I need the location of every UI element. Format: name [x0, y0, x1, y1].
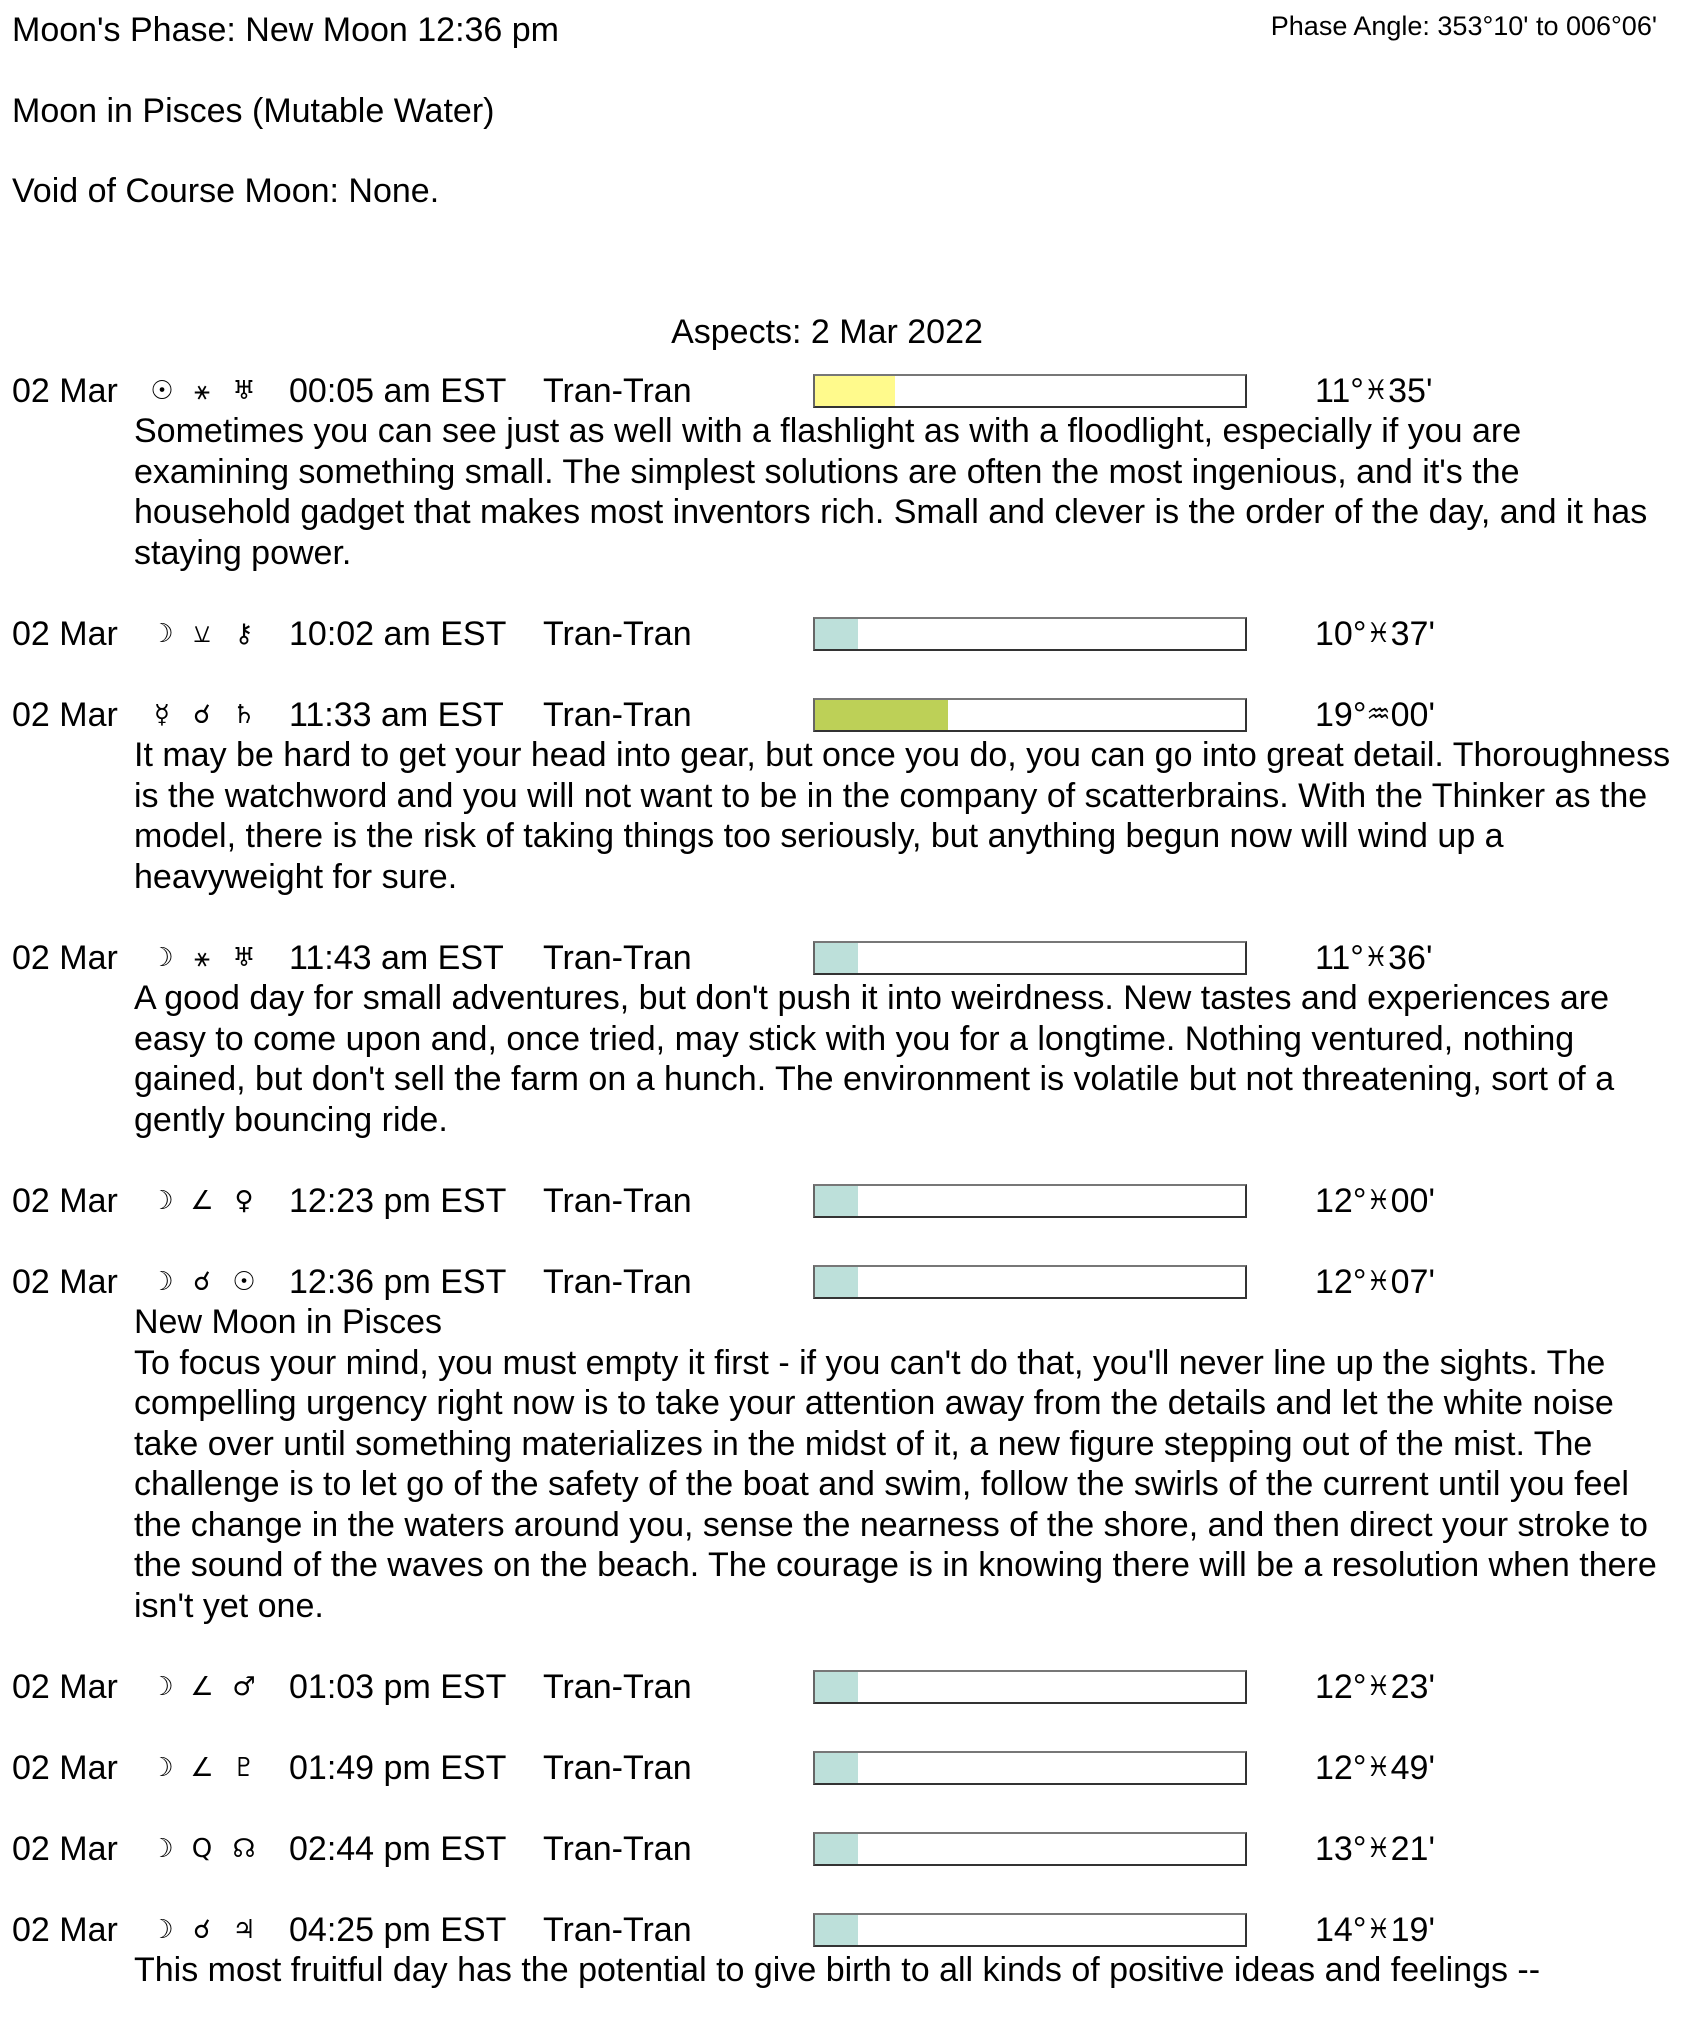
aspect-date: 02 Mar: [12, 1911, 118, 1949]
aspect-position: [1315, 1181, 1565, 1221]
strength-bar-fill: [815, 700, 948, 730]
aspect-glyphs: [144, 1181, 280, 1221]
aspect-time: 11:33 am EST: [289, 696, 504, 734]
aspect-entry: [0, 1829, 1694, 1869]
position-minutes: 36': [1388, 939, 1433, 977]
position-degrees: 11°: [1315, 372, 1364, 410]
moon-icon: ☽: [150, 1186, 174, 1216]
position-minutes: 19': [1390, 1911, 1435, 1949]
aspect-kind: Tran-Tran: [543, 1263, 692, 1301]
strength-bar-fill: [815, 1915, 858, 1945]
mars-icon: ♂: [232, 1672, 256, 1702]
aspect-time: 00:05 am EST: [289, 372, 507, 410]
aspect-date: 02 Mar: [12, 939, 118, 977]
moon-icon: ☽: [150, 1753, 174, 1783]
aspect-kind: Tran-Tran: [543, 1830, 692, 1868]
zodiac-sign-icon: ♓: [1366, 1833, 1391, 1864]
aspect-row: [0, 1667, 1694, 1707]
aspect-interpretation-title: New Moon in Pisces: [134, 1303, 443, 1341]
aspect-row: [0, 1829, 1694, 1869]
aspect-time: 10:02 am EST: [289, 615, 507, 653]
aspect-time: 11:43 am EST: [289, 939, 504, 977]
pluto-icon: ♇: [232, 1753, 256, 1783]
strength-bar: [813, 1751, 1247, 1785]
position-minutes: 07': [1390, 1263, 1435, 1301]
aspect-interpretation-text: To focus your mind, you must empty it first - if you can't do that, you'll never line up the sights. The compelling urgency right now is to take your attention away from the details and let the white noise take over until something materializes in the midst of it, a new figure stepping out of the mist. The challenge is to let go of the safety of the boat and swim, follow the swirls of the current until you feel the change in the waters around you, sense the nearness of the shore, and then direct your stroke to the sound of the waves on the beach. The courage is in knowing there will be a resolution when there isn't yet one.: [134, 1343, 1657, 1625]
aspect-entry: [0, 1667, 1694, 1707]
aspect-kind: Tran-Tran: [543, 939, 692, 977]
aspect-interpretation: [134, 411, 1674, 573]
aspect-row: [0, 1748, 1694, 1788]
aspect-glyphs: [144, 695, 280, 735]
aspects-heading: [0, 312, 1694, 352]
aspect-interpretation-text: A good day for small adventures, but don't push it into weirdness. New tastes and experiences are easy to come upon and, once tried, may stick with you for a longtime. Nothing ventured, nothing gained, but don't sell the farm on a hunch. The environment is volatile but not threatening, sort of a gently bouncing ride.: [134, 979, 1615, 1139]
strength-bar: [813, 1265, 1247, 1299]
aspect-kind: Tran-Tran: [543, 372, 692, 410]
aspect-entry: [0, 614, 1694, 654]
aspect-position: [1315, 1748, 1565, 1788]
aspect-position: [1315, 614, 1565, 654]
aspect-kind: Tran-Tran: [543, 696, 692, 734]
strength-bar-fill: [815, 1186, 858, 1216]
zodiac-sign-icon: ♓: [1366, 1914, 1391, 1945]
strength-bar-fill: [815, 1267, 858, 1297]
aspect-row: [0, 1910, 1694, 1950]
semisquare-icon: ∠: [190, 1186, 214, 1216]
strength-bar: [813, 941, 1247, 975]
aspect-position: [1315, 371, 1565, 411]
aspect-glyphs: [144, 938, 280, 978]
aspect-entry: [0, 371, 1694, 573]
aspect-interpretation: [134, 978, 1674, 1140]
zodiac-sign-icon: ♓: [1363, 375, 1389, 406]
position-degrees: 14°: [1315, 1911, 1367, 1949]
position-degrees: 12°: [1315, 1668, 1367, 1706]
sun-icon: ☉: [232, 1267, 256, 1297]
aspect-position: [1315, 1910, 1565, 1950]
header-section: [0, 0, 1694, 300]
aspect-position: [1315, 695, 1565, 735]
semisquare-icon: ∠: [190, 1672, 214, 1702]
aspect-glyphs: [144, 1262, 280, 1302]
aspect-time: 12:36 pm EST: [289, 1263, 507, 1301]
saturn-icon: ♄: [232, 700, 256, 730]
conjunction-icon: ☌: [193, 1267, 211, 1297]
aspect-time: 01:03 pm EST: [289, 1668, 507, 1706]
aspect-entry: [0, 1262, 1694, 1626]
void-of-course-line: Void of Course Moon: None.: [12, 172, 440, 210]
aspect-position: [1315, 1667, 1565, 1707]
aspect-row: [0, 1181, 1694, 1221]
strength-bar: [813, 1670, 1247, 1704]
aspect-kind: Tran-Tran: [543, 1911, 692, 1949]
moon-icon: ☽: [150, 1834, 174, 1864]
aspect-date: 02 Mar: [12, 1830, 118, 1868]
aspect-row: [0, 695, 1694, 735]
aspect-date: 02 Mar: [12, 696, 118, 734]
position-degrees: 19°: [1315, 696, 1367, 734]
moon-icon: ☽: [150, 943, 174, 973]
aspect-date: 02 Mar: [12, 1182, 118, 1220]
conjunction-icon: ☌: [193, 1915, 211, 1945]
position-minutes: 35': [1388, 372, 1433, 410]
position-degrees: 11°: [1315, 939, 1364, 977]
strength-bar: [813, 1832, 1247, 1866]
aspect-entry: [0, 938, 1694, 1140]
zodiac-sign-icon: ♓: [1366, 1266, 1391, 1297]
aspect-row: [0, 614, 1694, 654]
strength-bar: [813, 698, 1247, 732]
aspect-interpretation-text: This most fruitful day has the potential to give birth to all kinds of positive ideas and feelings --: [134, 1951, 1541, 1989]
aspect-kind: Tran-Tran: [543, 1668, 692, 1706]
strength-bar-fill: [815, 1672, 858, 1702]
strength-bar-fill: [815, 943, 858, 973]
position-degrees: 12°: [1315, 1749, 1367, 1787]
aspect-position: [1315, 1262, 1565, 1302]
moon-icon: ☽: [150, 619, 174, 649]
venus-icon: ♀: [234, 1186, 254, 1216]
aspect-entry: [0, 695, 1694, 897]
aspect-time: 12:23 pm EST: [289, 1182, 507, 1220]
aspect-list: [0, 371, 1694, 1991]
strength-bar-fill: [815, 619, 858, 649]
strength-bar-fill: [815, 1753, 858, 1783]
position-minutes: 23': [1390, 1668, 1435, 1706]
moon-sign-line: Moon in Pisces (Mutable Water): [12, 92, 495, 130]
aspect-entry: [0, 1748, 1694, 1788]
zodiac-sign-icon: ♓: [1366, 1671, 1391, 1702]
aspect-entry: [0, 1181, 1694, 1221]
strength-bar-fill: [815, 1834, 858, 1864]
position-minutes: 49': [1390, 1749, 1435, 1787]
position-minutes: 37': [1390, 615, 1435, 653]
moon-icon: ☽: [150, 1915, 174, 1945]
position-degrees: 12°: [1315, 1263, 1367, 1301]
aspect-glyphs: [144, 1910, 280, 1950]
aspect-row: [0, 938, 1694, 978]
position-minutes: 21': [1390, 1830, 1435, 1868]
semisquare-icon: ∠: [190, 1753, 214, 1783]
aspect-interpretation: [134, 1302, 1674, 1626]
aspect-row: [0, 371, 1694, 411]
position-minutes: 00': [1390, 1182, 1435, 1220]
semisextile-icon: ⚺: [193, 619, 211, 649]
strength-bar-fill: [815, 376, 895, 406]
zodiac-sign-icon: ♓: [1366, 618, 1391, 649]
aspect-interpretation: [134, 1950, 1674, 1991]
strength-bar: [813, 1913, 1247, 1947]
aspect-date: 02 Mar: [12, 1749, 118, 1787]
uranus-icon: ♅: [232, 376, 256, 406]
sun-icon: ☉: [150, 376, 174, 406]
aspect-interpretation: [134, 735, 1674, 897]
uranus-icon: ♅: [232, 943, 256, 973]
aspect-date: 02 Mar: [12, 372, 118, 410]
aspect-entry: [0, 1910, 1694, 1991]
mercury-icon: ☿: [154, 700, 170, 730]
aspect-date: 02 Mar: [12, 615, 118, 653]
zodiac-sign-icon: ♓: [1366, 1185, 1391, 1216]
sextile-icon: ⚹: [194, 943, 210, 973]
aspect-glyphs: [144, 1667, 280, 1707]
aspect-interpretation-text: Sometimes you can see just as well with a flashlight as with a floodlight, especially if you are examining something small. The simplest solutions are often the most ingenious, and it's the household gadget that makes most inventors rich. Small and clever is the order of the day, and it has staying power.: [134, 412, 1648, 572]
aspect-date: 02 Mar: [12, 1668, 118, 1706]
position-degrees: 13°: [1315, 1830, 1367, 1868]
aspect-time: 01:49 pm EST: [289, 1749, 507, 1787]
strength-bar: [813, 1184, 1247, 1218]
aspect-interpretation-text: It may be hard to get your head into gear, but once you do, you can go into great detail. Thoroughness is the watchword and you will not want to be in the company of scatterbrains. With the Thinker as the model, there is the risk of taking things too seriously, but anything begun now will wind up a heavyweight for sure.: [134, 736, 1671, 896]
position-minutes: 00': [1390, 696, 1435, 734]
strength-bar: [813, 617, 1247, 651]
aspect-kind: Tran-Tran: [543, 1182, 692, 1220]
zodiac-sign-icon: ♓: [1366, 1752, 1391, 1783]
aspect-glyphs: [144, 1748, 280, 1788]
aspect-position: [1315, 938, 1565, 978]
zodiac-sign-icon: ♓: [1363, 942, 1389, 973]
moon-icon: ☽: [150, 1267, 174, 1297]
aspect-glyphs: [144, 1829, 280, 1869]
aspect-position: [1315, 1829, 1565, 1869]
aspect-kind: Tran-Tran: [543, 615, 692, 653]
aspect-glyphs: [144, 371, 280, 411]
north-node-icon: ☊: [232, 1834, 256, 1864]
zodiac-sign-icon: ♒: [1366, 699, 1391, 730]
sextile-icon: ⚹: [194, 376, 210, 406]
aspect-time: 02:44 pm EST: [289, 1830, 507, 1868]
aspect-time: 04:25 pm EST: [289, 1911, 507, 1949]
jupiter-icon: ♃: [232, 1915, 256, 1945]
aspects-heading-text: Aspects: 2 Mar 2022: [671, 313, 983, 351]
strength-bar: [813, 374, 1247, 408]
moon-icon: ☽: [150, 1672, 174, 1702]
chiron-icon: ⚷: [234, 619, 254, 649]
conjunction-icon: ☌: [193, 700, 211, 730]
position-degrees: 10°: [1315, 615, 1367, 653]
position-degrees: 12°: [1315, 1182, 1367, 1220]
aspect-date: 02 Mar: [12, 1263, 118, 1301]
quintile-icon: Q: [191, 1834, 213, 1864]
aspect-kind: Tran-Tran: [543, 1749, 692, 1787]
aspect-row: [0, 1262, 1694, 1302]
moon-phase-line: Moon's Phase: New Moon 12:36 pm: [12, 11, 560, 49]
phase-angle: Phase Angle: 353°10' to 006°06': [1270, 11, 1657, 41]
aspect-glyphs: [144, 614, 280, 654]
